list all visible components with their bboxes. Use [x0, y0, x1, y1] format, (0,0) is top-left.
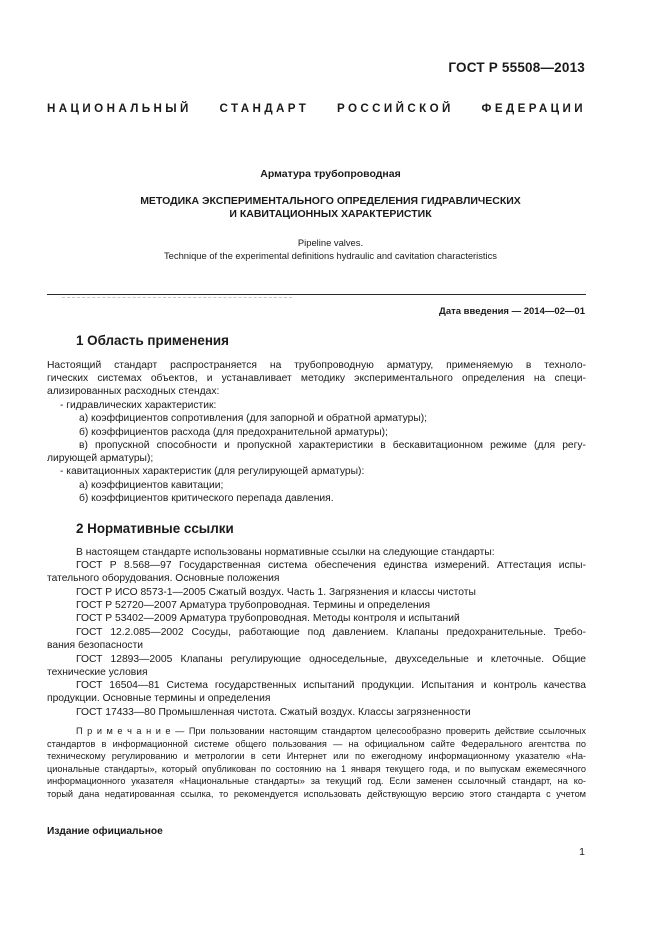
section-1-line: в) пропускной способности и пропускной характеристики в бескавитационном режиме (для регу-	[79, 440, 586, 451]
note-line: П р и м е ч а н и е — При пользовании настоящим стандартом целесообразно проверить действие ссылочных	[76, 726, 586, 736]
document-code: ГОСТ Р 55508—2013	[448, 60, 585, 75]
section-2-line: ГОСТ 12.2.085—2002 Сосуды, работающие под давлением. Клапаны предохранительные. Требо-	[76, 627, 586, 638]
note-line: циональные стандарты», который опубликован по состоянию на 1 января текущего года, и по выпускам ежемесячного	[47, 764, 586, 774]
section-2-line: ГОСТ 12893—2005 Клапаны регулирующие односедельные, двухседельные и клеточные. Общие	[76, 654, 586, 665]
section-2-line: ГОСТ 16504—81 Система государственных испытаний продукции. Испытания и контроль качества	[76, 680, 586, 691]
section-2-line: технические условия	[47, 667, 148, 678]
section-1-line: лирующей арматуры);	[47, 453, 154, 464]
section-2-line: вания безопасности	[47, 640, 144, 651]
section-1-line: - гидравлических характеристик:	[60, 400, 217, 411]
title-divider	[47, 294, 586, 295]
section-2-line: ГОСТ Р 53402—2009 Арматура трубопроводная. Методы контроля и испытаний	[76, 613, 460, 624]
section-2-line: продукции. Основные термины и определения	[47, 693, 271, 704]
official-edition-label: Издание официальное	[47, 826, 163, 837]
section-2-line: ГОСТ Р 8.568—97 Государственная система обеспечения единства измерений. Аттестация испы-	[76, 560, 586, 571]
note-line: стандартов в информационной системе общего пользования — на официальном сайте Федерального агентства по	[47, 739, 586, 749]
section-2-line: В настоящем стандарте использованы нормативные ссылки на следующие стандарты:	[76, 547, 495, 558]
national-standard-banner: НАЦИОНАЛЬНЫЙ СТАНДАРТ РОССИЙСКОЙ ФЕДЕРАЦИИ	[47, 102, 586, 115]
section-1-line: гических системах объектов, и устанавливает методику экспериментального определения на специ-	[47, 373, 586, 384]
english-title	[47, 236, 614, 262]
main-title	[47, 195, 614, 221]
divider-artifact	[62, 297, 292, 298]
introduction-date: Дата введения — 2014—02—01	[439, 306, 585, 317]
section-1-line: а) коэффициентов сопротивления (для запорной и обратной арматуры);	[79, 413, 428, 424]
subject-title: Арматура трубопроводная	[260, 168, 401, 180]
section-2-line: ГОСТ Р 52720—2007 Арматура трубопроводная. Термины и определения	[76, 600, 431, 611]
english-title-line: Technique of the experimental definitions hydraulic and cavitation characteristics	[164, 250, 497, 261]
section-1-line: Настоящий стандарт распространяется на трубопроводную арматуру, применяемую в техноло-	[47, 360, 586, 371]
page-number: 1	[579, 846, 585, 858]
main-title-line: И КАВИТАЦИОННЫХ ХАРАКТЕРИСТИК	[229, 208, 432, 220]
section-2-line: ГОСТ 17433—80 Промышленная чистота. Сжатый воздух. Классы загрязненности	[76, 707, 471, 718]
section-1-line: а) коэффициентов кавитации;	[79, 480, 224, 491]
section-1-line: ализированных расходных стендах:	[47, 386, 220, 397]
note-line: техническому регулированию и метрологии в сети Интернет или по ежегодному информационному указателю «На-	[47, 751, 586, 761]
note-line: информационного указателя «Национальные стандарты» за текущий год. Если заменен ссылочный стандарт, на ко-	[47, 776, 586, 786]
section-1-heading: 1 Область применения	[76, 333, 229, 348]
section-1-line: б) коэффициентов критического перепада давления.	[79, 493, 334, 504]
note-line: торый дана недатированная ссылка, то рекомендуется использовать действующую версию этого стандарта с учетом	[47, 789, 586, 799]
section-1-line: б) коэффициентов расхода (для предохранительной арматуры);	[79, 427, 388, 438]
section-2-line: ГОСТ Р ИСО 8573-1—2005 Сжатый воздух. Часть 1. Загрязнения и классы чистоты	[76, 587, 476, 598]
english-title-line: Pipeline valves.	[297, 237, 364, 248]
section-2-line: тательного оборудования. Основные положения	[47, 573, 280, 584]
section-1-line: - кавитационных характеристик (для регулирующей арматуры):	[60, 466, 365, 477]
main-title-line: МЕТОДИКА ЭКСПЕРИМЕНТАЛЬНОГО ОПРЕДЕЛЕНИЯ ГИДРАВЛИЧЕСКИХ	[140, 195, 521, 207]
section-2-heading: 2 Нормативные ссылки	[76, 521, 234, 536]
